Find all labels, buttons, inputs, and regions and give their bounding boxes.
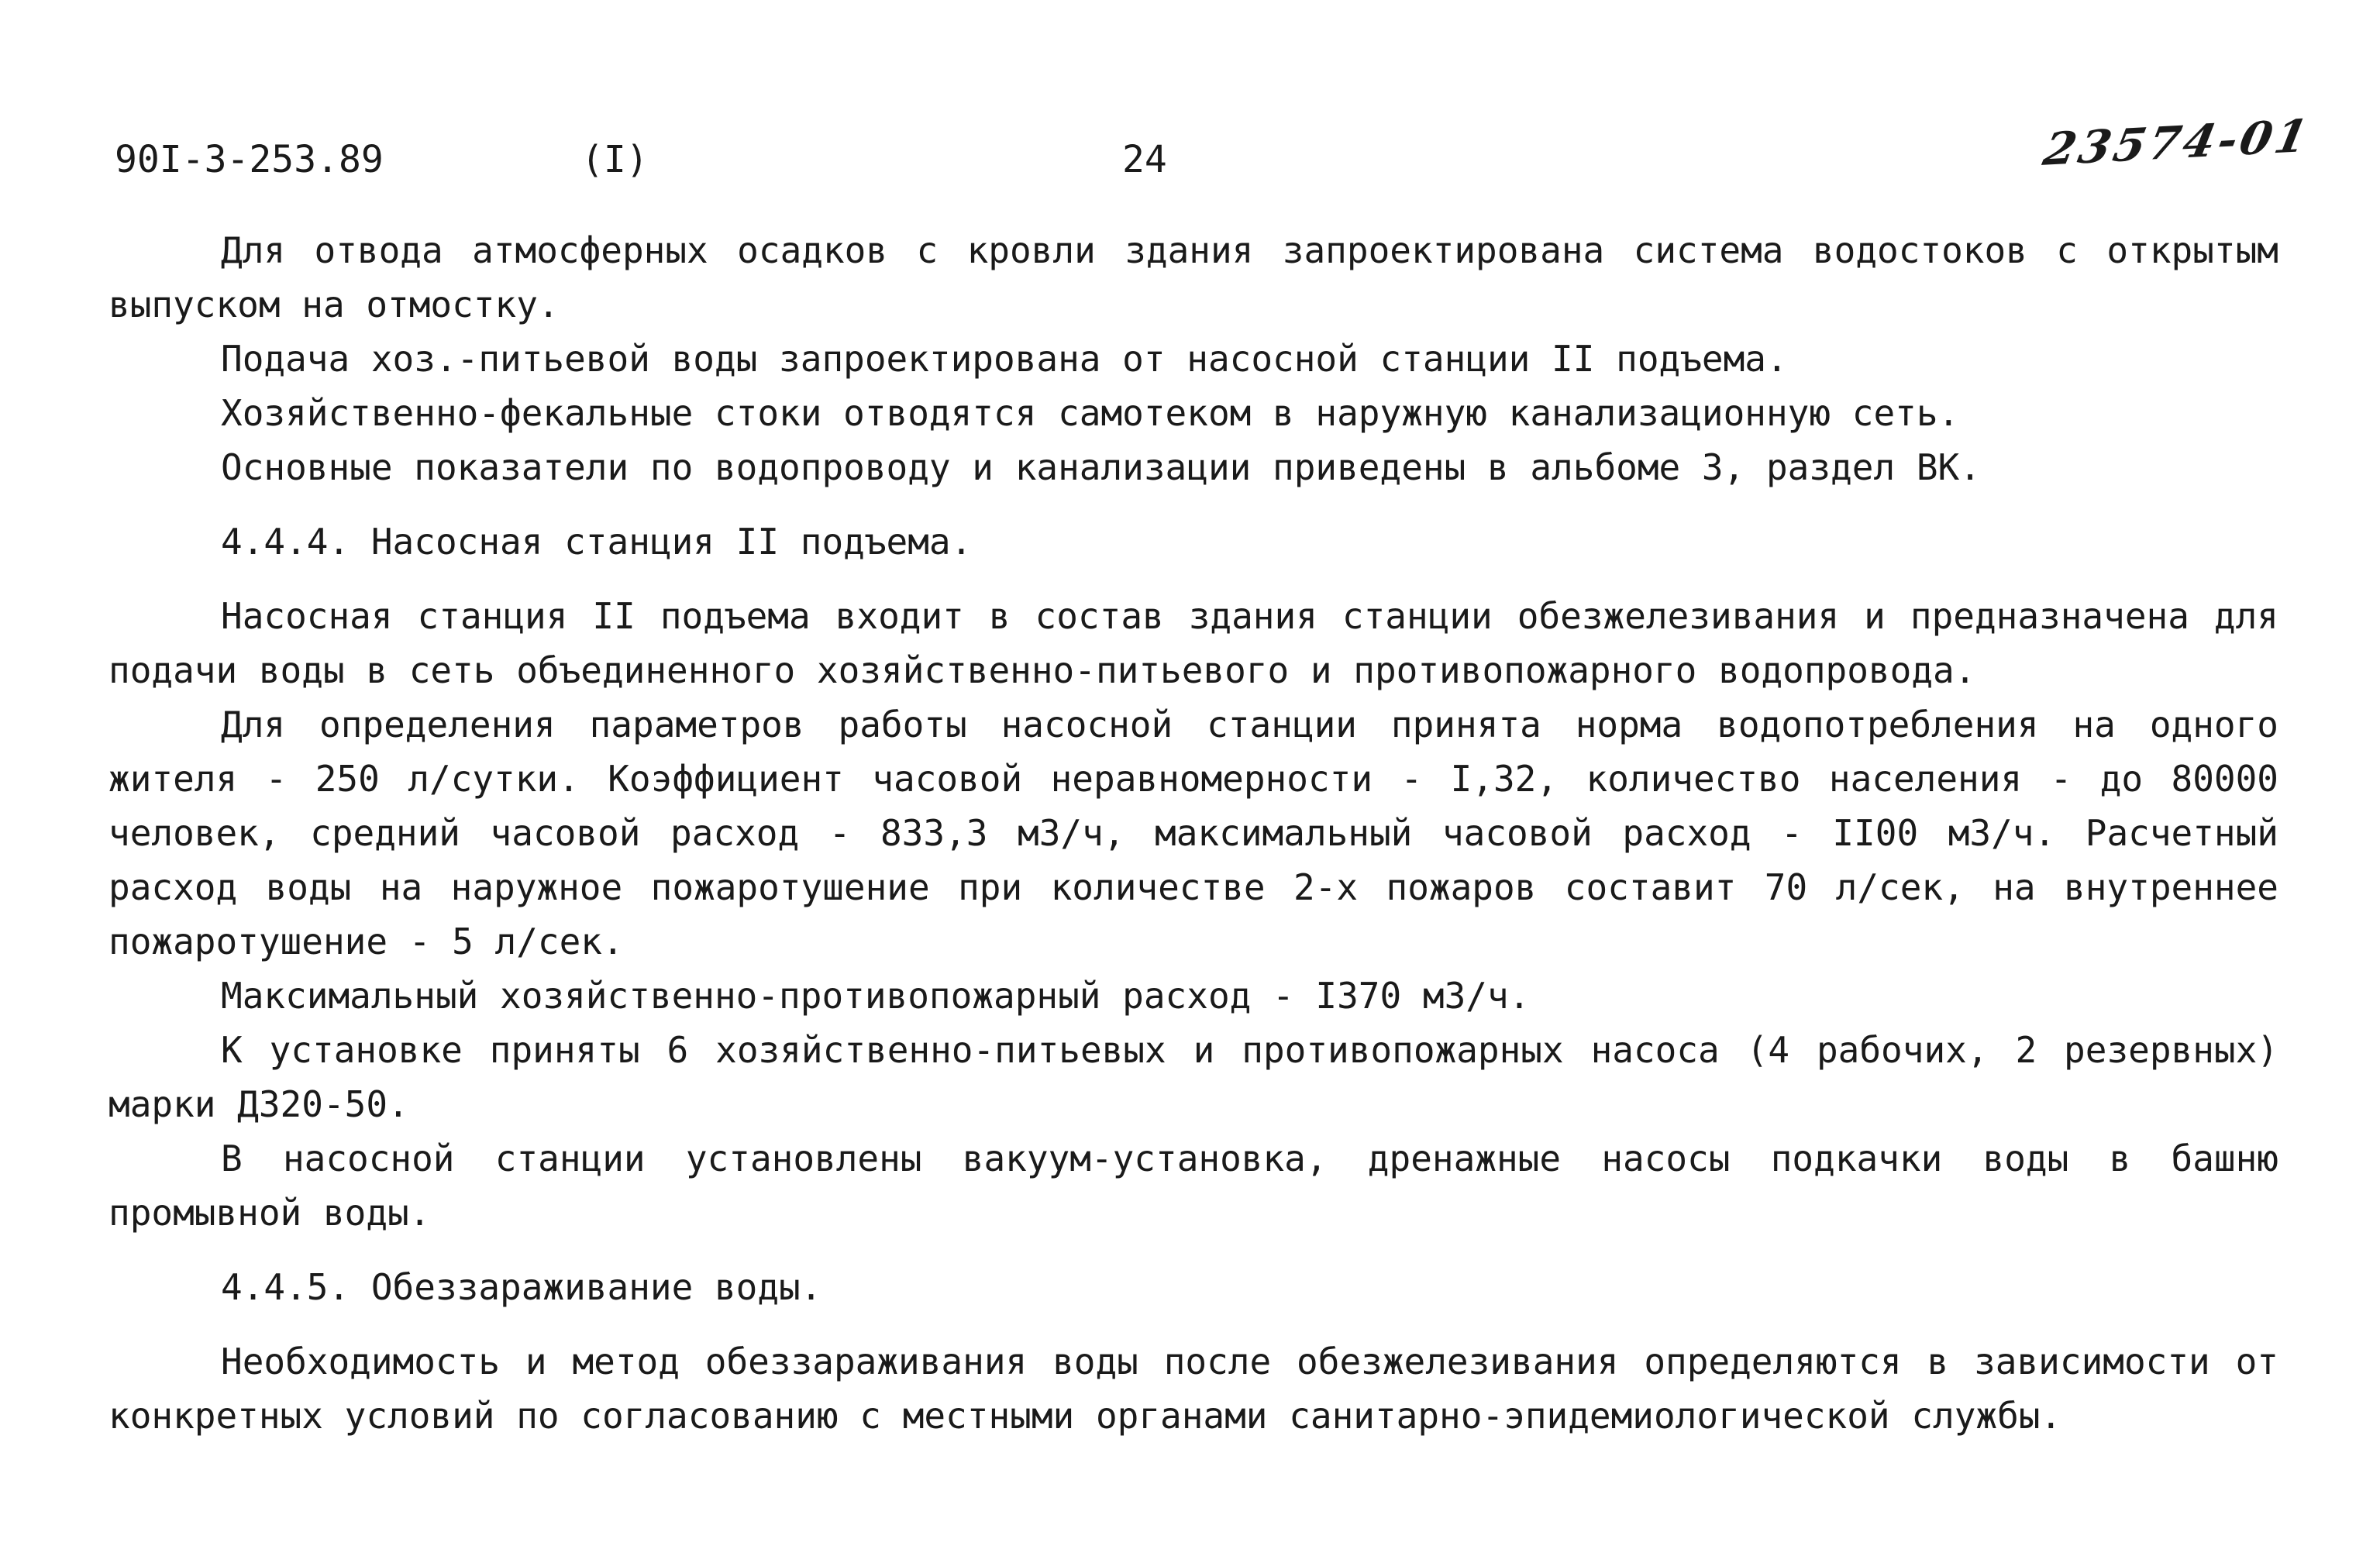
- paragraph-max-flow: Максимальный хозяйственно-противопожарный расход - I370 м3/ч.: [221, 975, 1531, 1017]
- paragraph-pump-station-purpose: Насосная станция II подъема входит в состав здания станции обезжелезивания и предназначена для подачи воды в сеть объединенного хозяйственно-питьевого и противопожарного водопровода.: [108, 595, 2278, 691]
- paragraph-water-supply: Подача хоз.-питьевой воды запроектирована от насосной станции II подъема.: [221, 338, 1788, 380]
- section-heading-pump-station: 4.4.4. Насосная станция II подъема.: [221, 521, 973, 563]
- paragraph-pumps: К установке приняты 6 хозяйственно-питьевых и противопожарных насоса (4 рабочих, 2 резервных) марки Д320-50.: [108, 1029, 2278, 1125]
- section-heading-disinfection: 4.4.5. Обеззараживание воды.: [221, 1266, 822, 1308]
- paragraph-roof-drainage: Для отвода атмосферных осадков с кровли здания запроектирована система водостоков с открытым выпуском на отмостку.: [108, 229, 2278, 325]
- document-code: 90I-3-253.89: [115, 138, 384, 181]
- paragraph-indicators: Основные показатели по водопроводу и канализации приведены в альбоме 3, раздел ВК.: [221, 446, 1981, 488]
- document-body: [108, 223, 2278, 1443]
- paragraph-pump-station-parameters: Для определения параметров работы насосной станции принята норма водопотребления на одного жителя - 250 л/сутки. Коэффициент часовой неравномерности - I,32, количество населения - до 80000 человек, средний часовой расход - 833,3 м3/ч, максимальный часовой расход - II00 м3/ч. Расчетный расход воды на наружное пожаротушение при количестве 2-х пожаров составит 70 л/сек, на внутреннее пожаротушение - 5 л/сек.: [108, 704, 2278, 962]
- part-number: (I): [581, 138, 649, 181]
- paragraph-sewage: Хозяйственно-фекальные стоки отводятся самотеком в наружную канализационную сеть.: [221, 392, 1960, 434]
- handwritten-archive-number: 23574-01: [2039, 109, 2316, 176]
- page-number: 24: [1122, 138, 1167, 181]
- paragraph-disinfection: Необходимость и метод обеззараживания воды после обезжелезивания определяются в зависимости от конкретных условий по согласованию с местными органами санитарно-эпидемиологической службы.: [108, 1341, 2278, 1437]
- paragraph-vacuum-unit: В насосной станции установлены вакуум-установка, дренажные насосы подкачки воды в башню промывной воды.: [108, 1138, 2278, 1234]
